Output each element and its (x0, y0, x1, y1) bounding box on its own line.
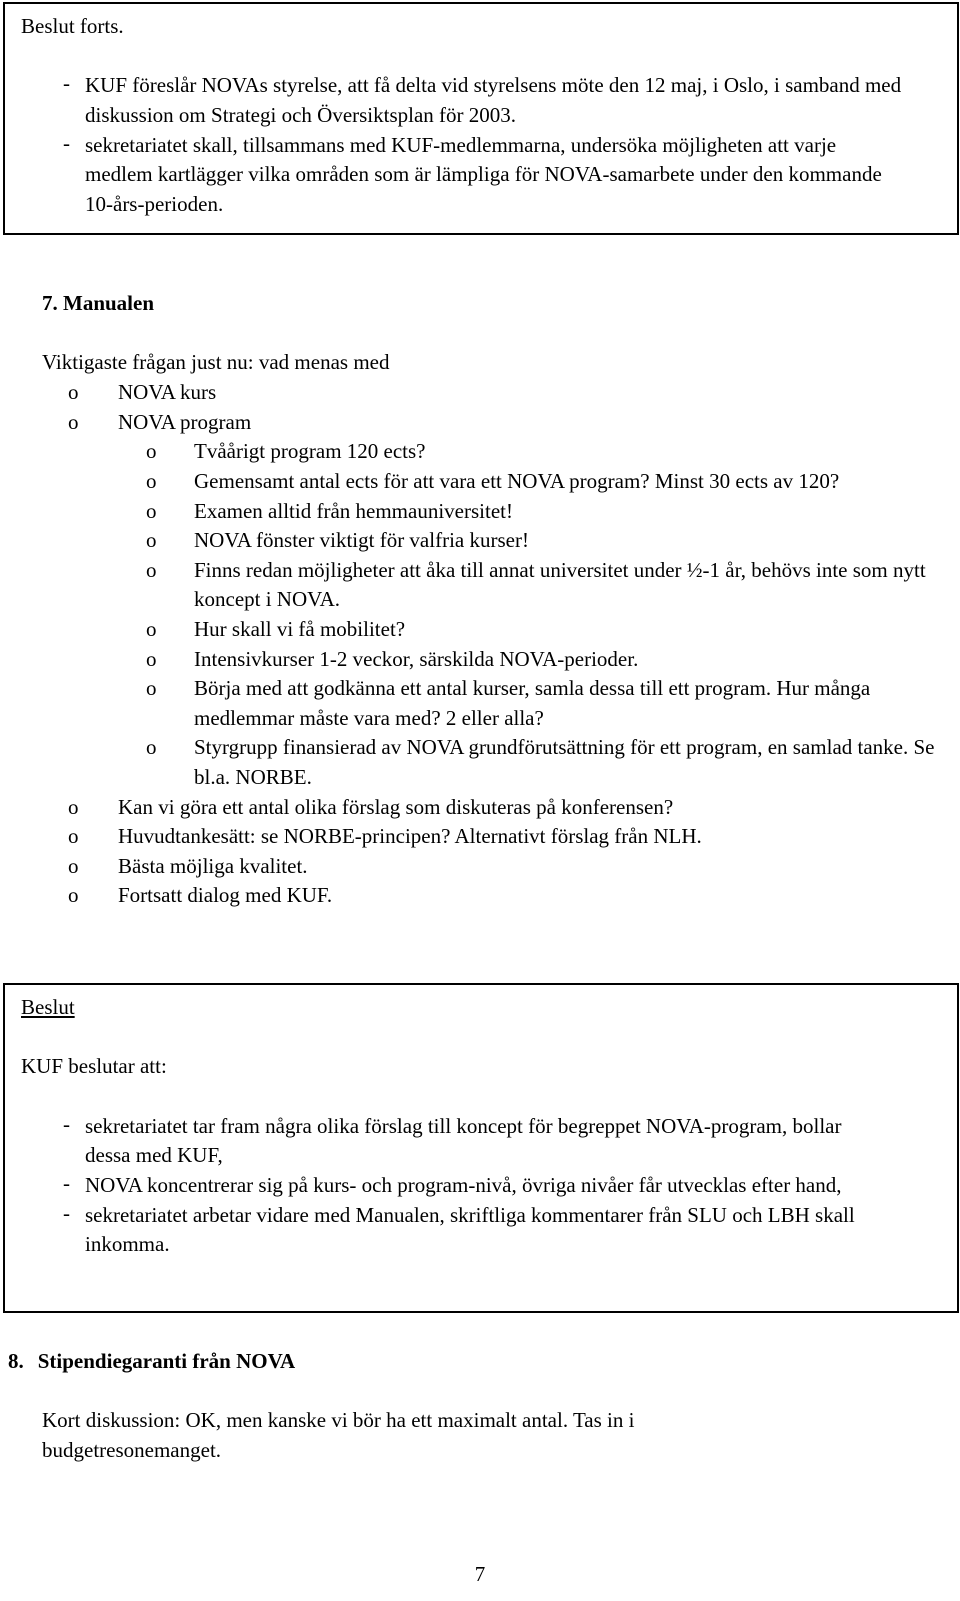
bullet-item (42, 852, 952, 882)
bullet-text: NOVA program (118, 409, 252, 434)
box-subtitle: KUF beslutar att: (21, 1054, 167, 1079)
bullet-marker: o (146, 468, 157, 493)
spacer (8, 1377, 908, 1407)
decision-continued-box (3, 2, 959, 235)
bullet-marker: o (68, 853, 79, 878)
bullet-marker: o (146, 528, 157, 553)
bullet-item (42, 556, 952, 615)
bullet-text: Examen alltid från hemmauniversitet! (194, 498, 513, 523)
decision-item (21, 1171, 943, 1201)
bullet-item (42, 526, 952, 556)
section-manualen (42, 289, 952, 911)
bullet-text: Tvåårigt program 120 ects? (194, 439, 426, 464)
decision-item-text: NOVA koncentrerar sig på kurs- och program-nivå, övriga nivåer får utvecklas efter hand, (85, 1172, 842, 1197)
decision-item-text: sekretariatet tar fram några olika förslag till koncept för begreppet NOVA-program, bollar dessa med KUF, (85, 1113, 842, 1168)
spacer (21, 42, 943, 72)
bullet-item (42, 437, 952, 467)
page-number: 7 (474, 1562, 486, 1586)
bullet-item (42, 645, 952, 675)
bullet-marker: o (68, 883, 79, 908)
dash-marker: - (63, 71, 70, 96)
bullet-text: NOVA fönster viktigt för valfria kurser! (194, 528, 529, 553)
bullet-item (42, 881, 952, 911)
bullet-item (42, 615, 952, 645)
bullet-text: Fortsatt dialog med KUF. (118, 883, 333, 908)
bullet-item (42, 408, 952, 438)
box-title: Beslut (21, 995, 75, 1019)
bullet-marker: o (146, 557, 157, 582)
bullet-item (42, 378, 952, 408)
bullet-marker: o (68, 794, 79, 819)
bullet-marker: o (146, 498, 157, 523)
section-text: Kort diskussion: OK, men kanske vi bör ha ett maximalt antal. Tas in i budgetresonemanget. (42, 1408, 635, 1462)
decision-box (3, 983, 959, 1313)
decision-item (21, 131, 943, 220)
dash-marker: - (63, 1111, 70, 1136)
bullet-text: Kan vi göra ett antal olika förslag som diskuteras på konferensen? (118, 794, 674, 819)
bullet-text: Finns redan möjligheter att åka till annat universitet under ½-1 år, behövs inte som nytt koncept i NOVA. (194, 557, 926, 612)
section-intro: Viktigaste frågan just nu: vad menas med (42, 350, 390, 375)
bullet-text: Hur skall vi få mobilitet? (194, 616, 406, 641)
bullet-text: Gemensamt antal ects för att vara ett NOVA program? Minst 30 ects av 120? (194, 468, 840, 493)
manual-bullet-list (42, 378, 952, 911)
bullet-text: Huvudtankesätt: se NORBE-principen? Alternativt förslag från NLH. (118, 824, 702, 849)
bullet-item (42, 822, 952, 852)
bullet-marker: o (146, 646, 157, 671)
bullet-item (42, 733, 952, 792)
bullet-marker: o (68, 824, 79, 849)
section-heading (8, 1347, 908, 1377)
bullet-marker: o (68, 380, 79, 405)
decision-item-text: sekretariatet arbetar vidare med Manualen, skriftliga kommentarer från SLU och LBH skall inkomma. (85, 1202, 855, 1257)
bullet-marker: o (146, 439, 157, 464)
dash-marker: - (63, 130, 70, 155)
box-title: Beslut forts. (21, 14, 124, 38)
bullet-text: Intensivkurser 1-2 veckor, särskilda NOVA-perioder. (194, 646, 639, 671)
decision-item (21, 71, 943, 130)
section-number: 8. (8, 1349, 24, 1373)
bullet-marker: o (146, 676, 157, 701)
bullet-marker: o (146, 616, 157, 641)
spacer (21, 1082, 943, 1112)
bullet-item (42, 674, 952, 733)
dash-marker: - (63, 1200, 70, 1225)
bullet-item (42, 467, 952, 497)
spacer (42, 319, 952, 349)
section-stipendiegaranti (8, 1347, 908, 1466)
bullet-marker: o (146, 735, 157, 760)
decision-item-text: sekretariatet skall, tillsammans med KUF-medlemmarna, undersöka möjligheten att varje medlem kartlägger vilka områden som är lämpliga för NOVA-samarbete under den kommande 10-års-perioden. (85, 132, 882, 216)
dash-marker: - (63, 1170, 70, 1195)
bullet-item (42, 793, 952, 823)
decision-item (21, 1112, 943, 1171)
bullet-text: Bästa möjliga kvalitet. (118, 853, 308, 878)
section-title: Stipendiegaranti från NOVA (37, 1349, 296, 1373)
decision-item-text: KUF föreslår NOVAs styrelse, att få delta vid styrelsens möte den 12 maj, i Oslo, i samband med diskussion om Strategi och Översiktsplan för 2003. (85, 73, 902, 127)
bullet-text: Styrgrupp finansierad av NOVA grundförutsättning för ett program, en samlad tanke. Se bl.a. NORBE. (194, 735, 935, 789)
section-heading: 7. Manualen (42, 291, 155, 315)
bullet-item (42, 497, 952, 527)
bullet-text: NOVA kurs (118, 380, 217, 405)
bullet-text: Börja med att godkänna ett antal kurser, samla dessa till ett program. Hur många medlemmar måste vara med? 2 eller alla? (194, 676, 871, 730)
bullet-marker: o (68, 409, 79, 434)
spacer (21, 1023, 943, 1053)
decision-item (21, 1201, 943, 1260)
